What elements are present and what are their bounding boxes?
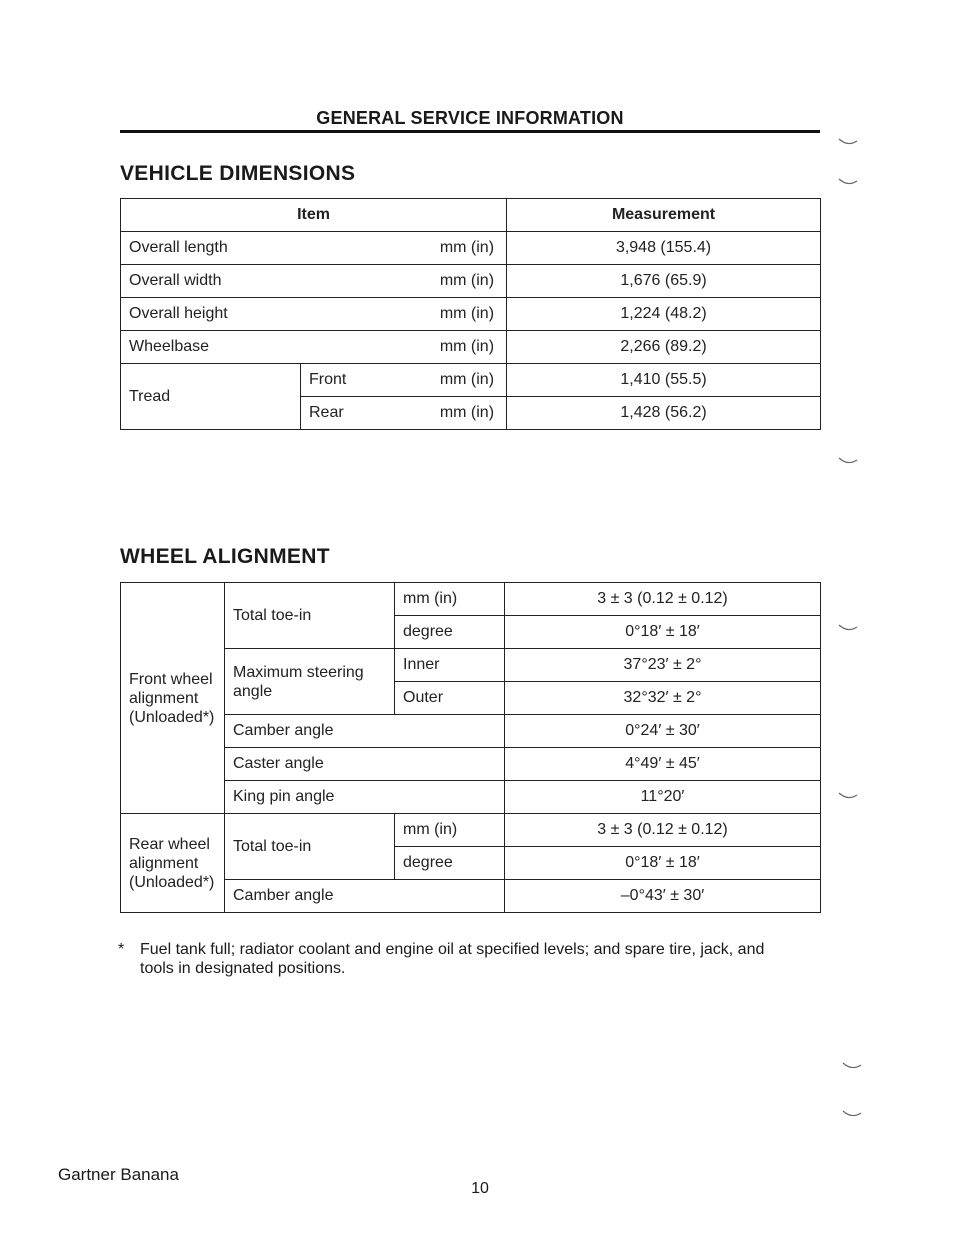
tread-front-unit: mm (in) — [399, 364, 507, 397]
rear-toe-mm-value: 3 ± 3 (0.12 ± 0.12) — [505, 814, 821, 847]
table-row — [121, 781, 821, 814]
row-unit: mm (in) — [399, 331, 507, 364]
table-header-row — [121, 199, 821, 232]
rear-toe-label: Total toe-in — [225, 814, 395, 880]
front-toe-deg-unit: degree — [395, 616, 505, 649]
footnote — [118, 940, 808, 978]
rear-alignment-group — [121, 814, 225, 913]
row-item: Overall width — [121, 265, 399, 298]
table-row — [121, 232, 821, 265]
row-item: Wheelbase — [121, 331, 399, 364]
caster-value: 4°49′ ± 45′ — [505, 748, 821, 781]
vehicle-dimensions-title: VEHICLE DIMENSIONS — [120, 162, 356, 185]
front-toe-mm-value: 3 ± 3 (0.12 ± 0.12) — [505, 583, 821, 616]
row-unit: mm (in) — [399, 298, 507, 331]
header-rule — [120, 130, 820, 133]
table-row — [121, 814, 821, 847]
rear-camber-value: –0°43′ ± 30′ — [505, 880, 821, 913]
rear-camber-label: Camber angle — [225, 880, 505, 913]
rear-toe-deg-value: 0°18′ ± 18′ — [505, 847, 821, 880]
group-label-line: Front wheel — [129, 670, 213, 688]
row-item: Overall length — [121, 232, 399, 265]
kingpin-value: 11°20′ — [505, 781, 821, 814]
row-unit: mm (in) — [399, 232, 507, 265]
column-header-measurement: Measurement — [507, 199, 821, 232]
front-alignment-group — [121, 583, 225, 814]
tread-rear-label: Rear — [301, 397, 399, 430]
front-toe-label: Total toe-in — [225, 583, 395, 649]
table-row — [121, 265, 821, 298]
column-header-item: Item — [121, 199, 507, 232]
front-toe-mm-unit: mm (in) — [395, 583, 505, 616]
group-label-line: alignment — [129, 854, 199, 872]
scan-mark-icon — [838, 455, 858, 469]
group-label-line: (Unloaded*) — [129, 708, 215, 726]
row-value: 3,948 (155.4) — [507, 232, 821, 265]
table-row — [121, 880, 821, 913]
group-label-line: Rear wheel — [129, 835, 210, 853]
row-unit: mm (in) — [399, 265, 507, 298]
table-row — [121, 715, 821, 748]
scan-mark-icon — [838, 622, 858, 636]
table-row — [121, 748, 821, 781]
table-row — [121, 298, 821, 331]
table-row — [121, 649, 821, 682]
row-value: 1,676 (65.9) — [507, 265, 821, 298]
wheel-alignment-title: WHEEL ALIGNMENT — [120, 545, 330, 568]
steering-label-line: Maximum steering — [233, 663, 364, 681]
footnote-text: Fuel tank full; radiator coolant and engine oil at specified levels; and spare tire, jack, and tools in designated positions. — [140, 941, 765, 977]
steering-inner-value: 37°23′ ± 2° — [505, 649, 821, 682]
table-row — [121, 583, 821, 616]
row-item: Overall height — [121, 298, 399, 331]
wheel-alignment-table — [120, 582, 821, 913]
vehicle-dimensions-table — [120, 198, 821, 430]
tread-label: Tread — [121, 364, 301, 430]
row-value: 2,266 (89.2) — [507, 331, 821, 364]
steering-outer-unit: Outer — [395, 682, 505, 715]
steering-outer-value: 32°32′ ± 2° — [505, 682, 821, 715]
page-header-title: GENERAL SERVICE INFORMATION — [316, 108, 624, 128]
table-row — [121, 364, 821, 397]
front-camber-value: 0°24′ ± 30′ — [505, 715, 821, 748]
rear-toe-mm-unit: mm (in) — [395, 814, 505, 847]
rear-toe-deg-unit: degree — [395, 847, 505, 880]
steering-angle-label — [225, 649, 395, 715]
footer-text: Gartner Banana — [58, 1165, 179, 1184]
scan-mark-icon — [838, 136, 858, 150]
row-value: 1,224 (48.2) — [507, 298, 821, 331]
tread-rear-value: 1,428 (56.2) — [507, 397, 821, 430]
scan-mark-icon — [842, 1060, 862, 1074]
kingpin-label: King pin angle — [225, 781, 505, 814]
tread-rear-unit: mm (in) — [399, 397, 507, 430]
tread-front-label: Front — [301, 364, 399, 397]
caster-label: Caster angle — [225, 748, 505, 781]
group-label-line: (Unloaded*) — [129, 873, 215, 891]
group-label-line: alignment — [129, 689, 199, 707]
tread-front-value: 1,410 (55.5) — [507, 364, 821, 397]
scan-mark-icon — [842, 1108, 862, 1122]
scan-mark-icon — [838, 790, 858, 804]
steering-label-line: angle — [233, 682, 273, 700]
scan-mark-icon — [838, 176, 858, 190]
footnote-marker: * — [118, 941, 125, 958]
table-row — [121, 331, 821, 364]
page-number: 10 — [471, 1180, 489, 1197]
front-toe-deg-value: 0°18′ ± 18′ — [505, 616, 821, 649]
front-camber-label: Camber angle — [225, 715, 505, 748]
steering-inner-unit: Inner — [395, 649, 505, 682]
